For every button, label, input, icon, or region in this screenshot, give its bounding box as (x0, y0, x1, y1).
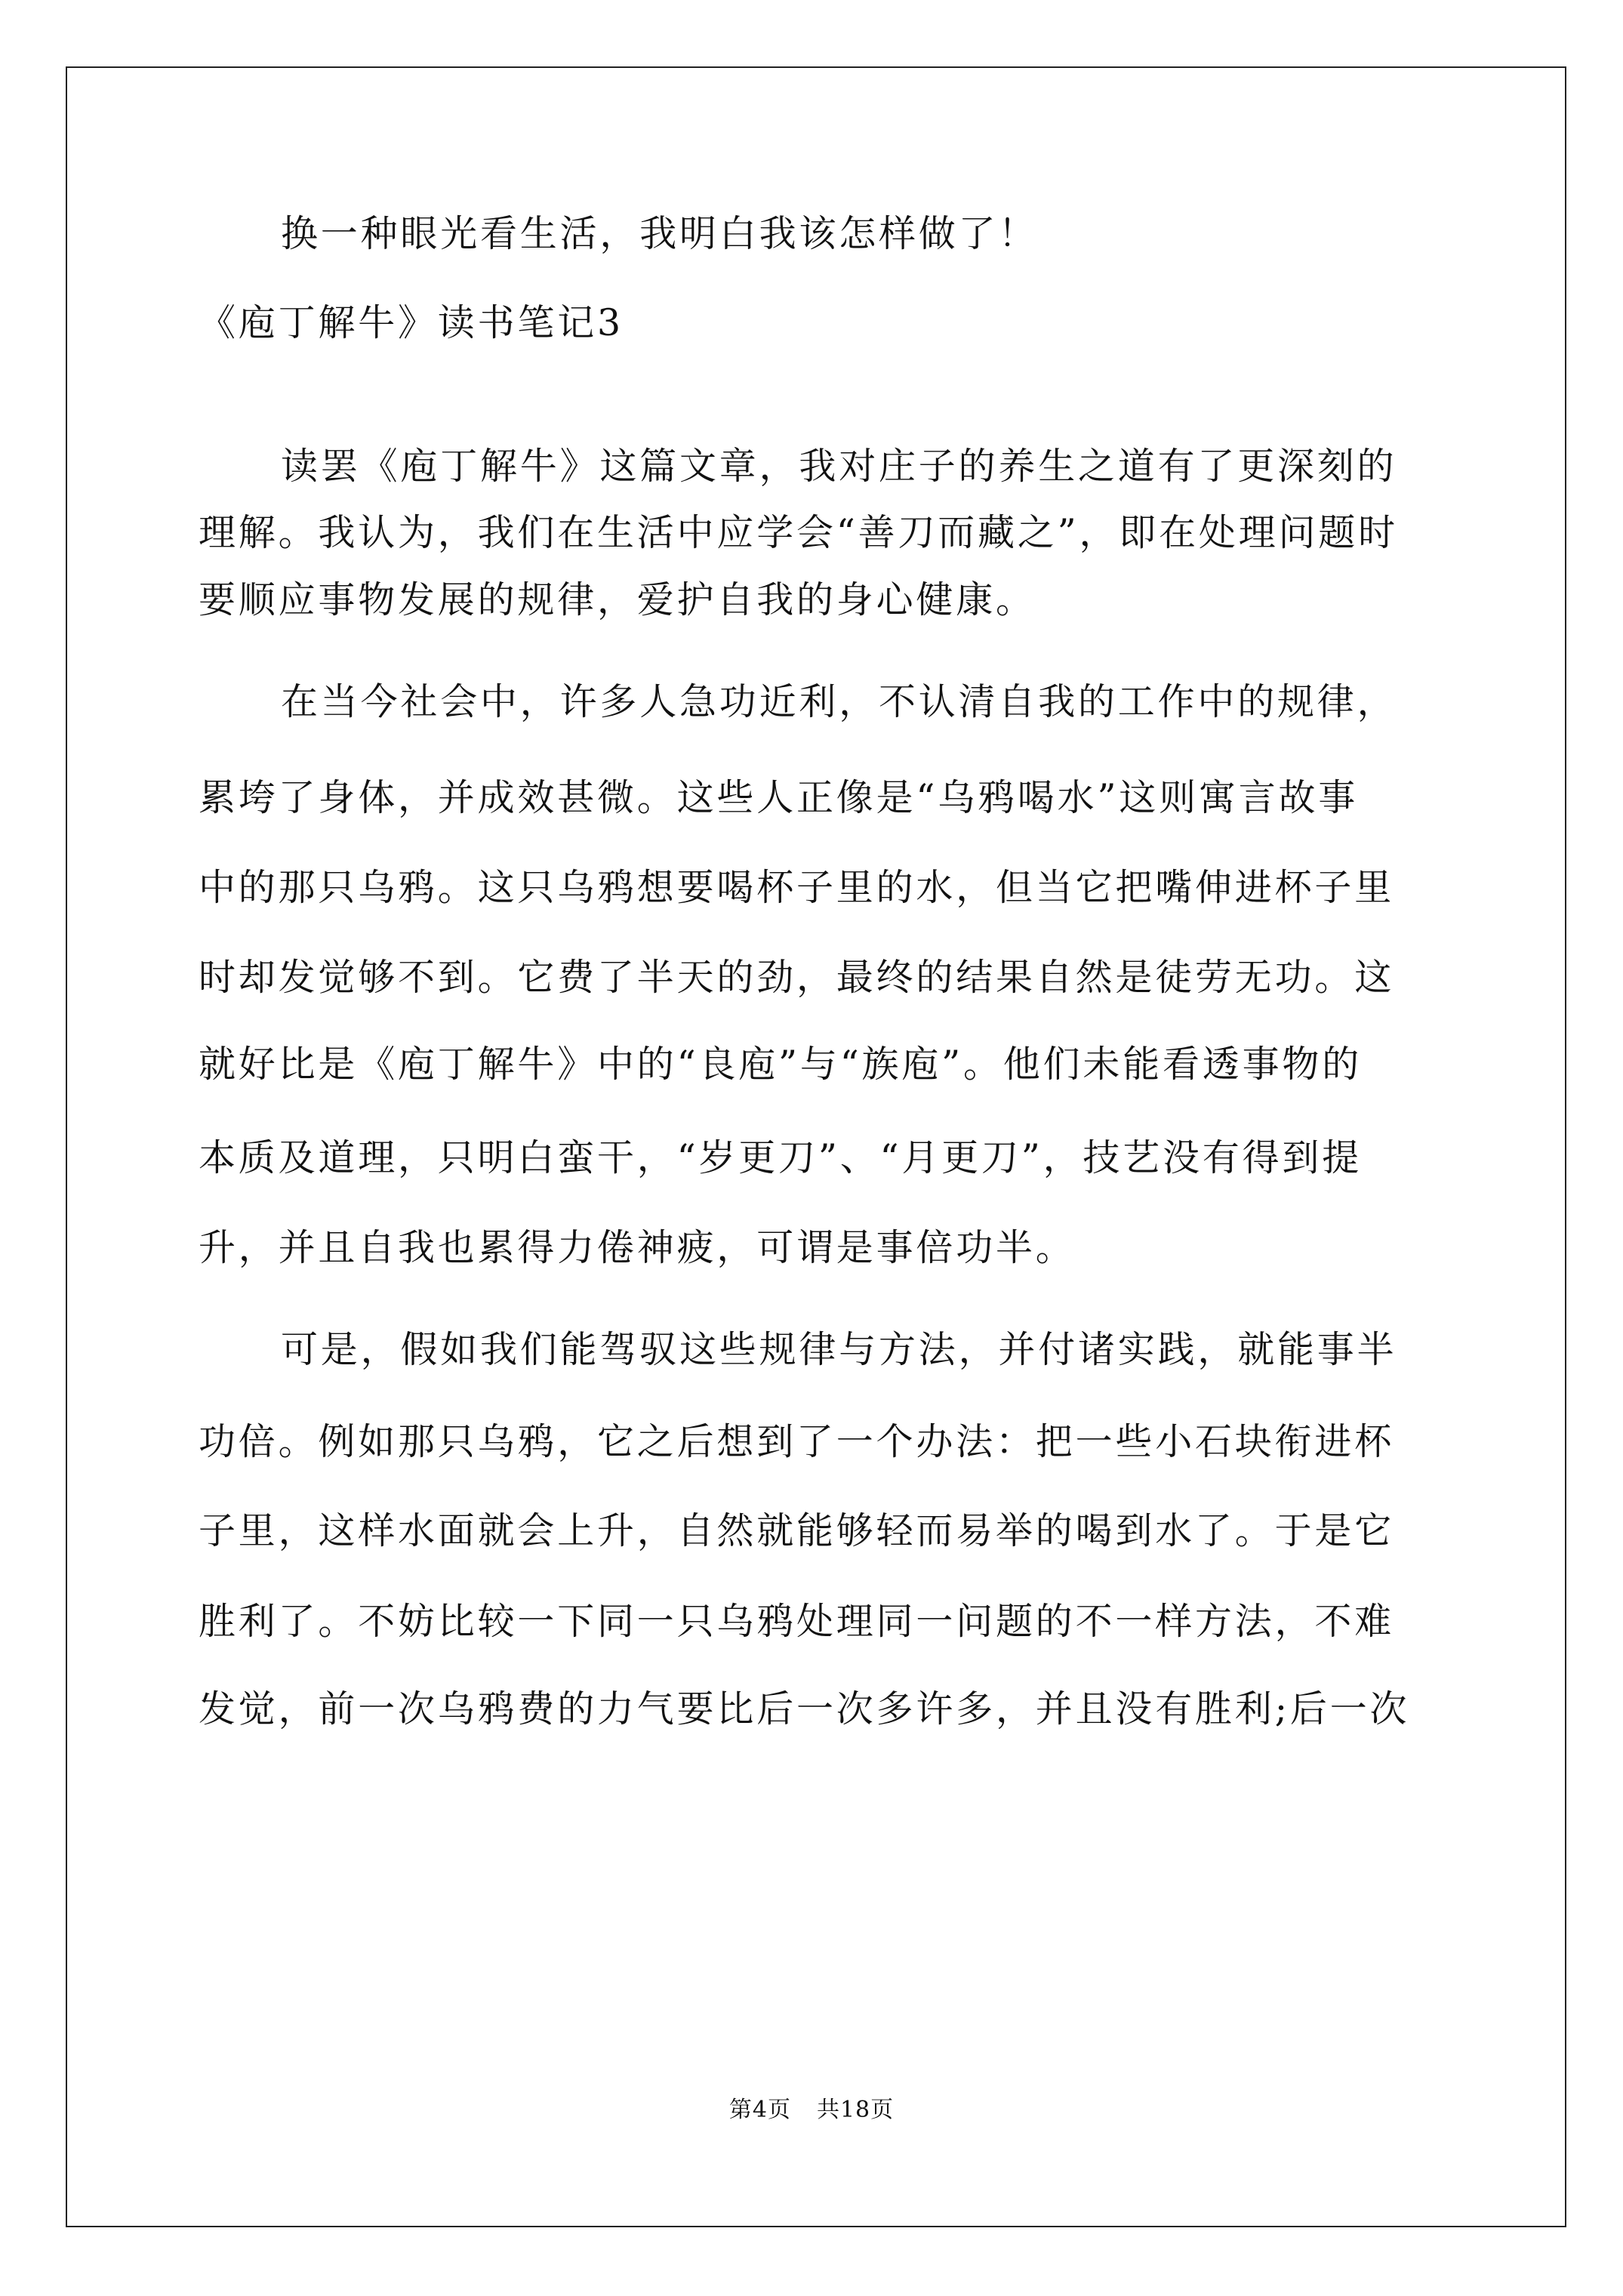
paragraph-line: 升，并且自我也累得力倦神疲，可谓是事倍功半。 (199, 1226, 1076, 1269)
paragraph-line: 读罢《庖丁解牛》这篇文章，我对庄子的养生之道有了更深刻的 (281, 445, 1397, 488)
page-number: 第4页 (728, 2097, 791, 2123)
paragraph-line: 要顺应事物发展的规律，爱护自我的身心健康。 (199, 578, 1036, 621)
paragraph-line: 胜利了。不妨比较一下同一只乌鸦处理同一问题的不一样方法，不难 (199, 1600, 1395, 1643)
paragraph-line: 理解。我认为，我们在生活中应学会“善刀而藏之”，即在处理问题时 (199, 511, 1398, 554)
paragraph-line: 本质及道理，只明白蛮干，“岁更刀”、“月更刀”，技艺没有得到提 (199, 1136, 1363, 1179)
paragraph-line: 换一种眼光看生活，我明白我该怎样做了！ (281, 212, 1039, 255)
page-footer (0, 2095, 1623, 2125)
section-heading: 《庖丁解牛》读书笔记3 (199, 301, 624, 344)
page-total: 共18页 (816, 2097, 895, 2123)
paragraph-line: 功倍。例如那只乌鸦，它之后想到了一个办法：把一些小石块衔进杯 (199, 1420, 1395, 1463)
paragraph-line: 子里，这样水面就会上升，自然就能够轻而易举的喝到水了。于是它 (199, 1509, 1395, 1552)
paragraph-line: 累垮了身体，并成效甚微。这些人正像是“乌鸦喝水”这则寓言故事 (199, 776, 1359, 819)
paragraph-line: 发觉，前一次乌鸦费的力气要比后一次多许多，并且没有胜利;后一次 (199, 1687, 1410, 1730)
paragraph-line: 在当今社会中，许多人急功近利，不认清自我的工作中的规律， (281, 680, 1397, 723)
paragraph-line: 时却发觉够不到。它费了半天的劲，最终的结果自然是徒劳无功。这 (199, 956, 1395, 999)
paragraph-line: 就好比是《庖丁解牛》中的“良庖”与“族庖”。他们未能看透事物的 (199, 1043, 1363, 1086)
paragraph-line: 中的那只乌鸦。这只乌鸦想要喝杯子里的水，但当它把嘴伸进杯子里 (199, 866, 1395, 909)
paragraph-line: 可是，假如我们能驾驭这些规律与方法，并付诸实践，就能事半 (281, 1328, 1397, 1371)
